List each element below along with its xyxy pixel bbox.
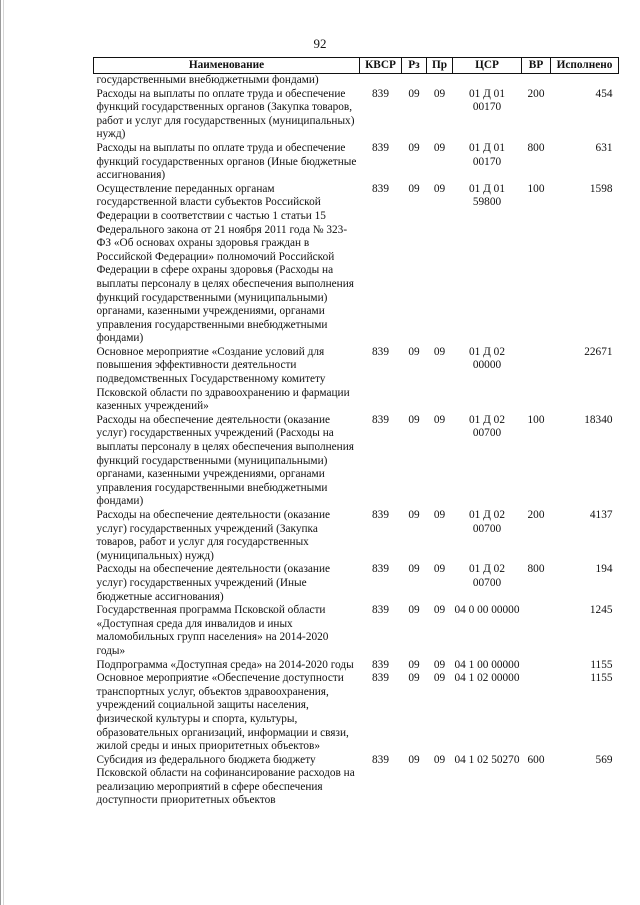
row-name: Расходы на обеспечение деятельности (оказание услуг) государственных учреждений (Иные бюджетные ассигнования) xyxy=(96,563,331,603)
row-kvsr xyxy=(360,74,402,88)
row-rz: 09 xyxy=(408,345,420,358)
table-header-row xyxy=(94,58,619,74)
row-rz: 09 xyxy=(408,413,420,426)
row-kvsr: 839 xyxy=(372,672,389,685)
row-rz: 09 xyxy=(408,563,420,576)
row-executed: 4137 xyxy=(589,509,613,521)
row-vr: 200 xyxy=(527,509,545,521)
row-name: Расходы на выплаты по оплате труда и обеспечение функций государственных органов (Иные бюджетные ассигнования) xyxy=(96,141,357,182)
scan-edge xyxy=(0,0,1,905)
header-rz: Рз xyxy=(402,58,427,74)
row-rz: 09 xyxy=(408,672,420,685)
row-csr: 04 1 02 50270 xyxy=(454,753,520,766)
table-row xyxy=(94,672,619,754)
row-executed: 631 xyxy=(595,141,613,154)
row-rz: 09 xyxy=(408,87,420,100)
row-pr: 09 xyxy=(433,509,446,521)
row-name: Подпрограмма «Доступная среда» на 2014-2020 годы xyxy=(96,658,354,671)
table-row xyxy=(94,414,619,509)
row-vr: 200 xyxy=(527,87,545,100)
row-csr: 01 Д 02 00700 xyxy=(469,413,505,440)
row-executed: 18340 xyxy=(584,413,613,426)
row-kvsr: 839 xyxy=(372,413,389,426)
row-csr: 01 Д 01 00170 xyxy=(469,141,505,168)
row-pr: 09 xyxy=(433,87,446,100)
row-rz: 09 xyxy=(408,753,420,766)
row-vr: 600 xyxy=(527,753,545,766)
row-executed: 22671 xyxy=(584,345,613,358)
row-executed: 194 xyxy=(595,563,613,576)
table-row xyxy=(94,563,619,604)
row-executed: 1598 xyxy=(589,182,613,195)
page-number: 92 xyxy=(313,36,327,51)
row-executed xyxy=(551,74,619,88)
table-row xyxy=(94,183,619,346)
row-vr: 100 xyxy=(527,413,545,426)
row-kvsr: 839 xyxy=(372,345,389,358)
row-kvsr: 839 xyxy=(372,753,389,766)
header-vr: ВР xyxy=(522,58,551,74)
row-pr: 09 xyxy=(433,141,446,154)
row-pr: 09 xyxy=(433,345,446,358)
row-csr: 01 Д 02 00000 xyxy=(469,345,505,372)
row-csr xyxy=(453,74,522,88)
row-csr: 04 1 00 00000 xyxy=(454,658,520,671)
row-name: Расходы на обеспечение деятельности (оказание услуг) государственных учреждений (Закупка товаров, работ и услуг для государственных (муниципальных) нужд) xyxy=(96,509,331,562)
row-executed: 569 xyxy=(595,753,613,766)
row-executed: 1245 xyxy=(589,604,613,617)
row-kvsr: 839 xyxy=(372,141,389,154)
row-rz: 09 xyxy=(408,141,420,154)
table-row xyxy=(94,88,619,142)
row-executed: 1155 xyxy=(590,672,613,685)
header-executed: Исполнено xyxy=(551,58,619,74)
row-vr: 100 xyxy=(527,182,545,195)
row-vr xyxy=(522,74,551,88)
header-kvsr: КВСР xyxy=(360,58,402,74)
header-csr: ЦСР xyxy=(453,58,522,74)
table-row xyxy=(94,346,619,414)
row-rz: 09 xyxy=(408,658,420,671)
row-pr: 09 xyxy=(433,672,446,685)
row-kvsr: 839 xyxy=(372,87,389,100)
row-vr xyxy=(522,604,551,658)
row-csr: 01 Д 01 00170 xyxy=(469,87,505,114)
table-row xyxy=(94,509,619,563)
row-csr: 01 Д 02 00700 xyxy=(469,509,505,535)
table-row xyxy=(94,659,619,673)
row-kvsr: 839 xyxy=(372,563,389,576)
row-pr: 09 xyxy=(433,563,446,576)
row-name: Расходы на обеспечение деятельности (оказание услуг) государственных учреждений (Расходы на выплаты персоналу в целях обеспечения выполнения функций государственными (муниципальными) органами, казенными учреждениями, органами управления государственными внебюджетными фондами) xyxy=(96,413,354,508)
row-vr: 800 xyxy=(527,563,545,576)
row-kvsr: 839 xyxy=(372,182,389,195)
row-pr: 09 xyxy=(433,182,446,195)
row-name: Расходы на выплаты по оплате труда и обеспечение функций государственных органов (Закупка товаров, работ и услуг для государственных (муниципальных) нужд) xyxy=(96,87,355,141)
row-name: Основное мероприятие «Обеспечение доступности транспортных услуг, объектов здравоохранения, учреждений социальной защиты населения, физической культуры и спорта, культуры, образовательных организаций, информации и связи, жилой среды и иных приоритетных объектов» xyxy=(96,672,349,753)
header-name: Наименование xyxy=(94,58,360,74)
row-kvsr: 839 xyxy=(372,658,389,671)
row-kvsr: 839 xyxy=(372,604,389,617)
row-executed: 454 xyxy=(595,87,613,100)
row-rz: 09 xyxy=(408,182,420,195)
row-rz xyxy=(402,74,427,88)
row-csr: 01 Д 01 59800 xyxy=(469,182,505,209)
row-pr: 09 xyxy=(433,413,446,426)
row-csr: 04 1 02 00000 xyxy=(454,672,520,685)
table-row xyxy=(94,604,619,658)
row-pr: 09 xyxy=(433,753,446,766)
row-pr: 09 xyxy=(433,658,446,671)
row-vr xyxy=(522,659,551,673)
row-executed: 1155 xyxy=(590,658,613,671)
row-name: Субсидия из федерального бюджета бюджету Псковской области на софинансирование расходов на реализацию мероприятий в сфере обеспечения доступности приоритетных объектов xyxy=(96,753,355,807)
row-name: государственными внебюджетными фондами) xyxy=(96,74,319,86)
table-row xyxy=(94,142,619,183)
row-kvsr: 839 xyxy=(372,509,389,521)
row-vr xyxy=(522,346,551,414)
row-rz: 09 xyxy=(408,604,420,617)
header-pr: Пр xyxy=(427,58,453,74)
table-row xyxy=(94,74,619,88)
row-pr xyxy=(427,74,453,88)
row-vr xyxy=(522,672,551,754)
row-name: Государственная программа Псковской области «Доступная среда для инвалидов и иных маломобильных групп населения» на 2014-2020 годы» xyxy=(96,604,329,657)
row-rz: 09 xyxy=(408,509,420,521)
row-name: Основное мероприятие «Создание условий для повышения эффективности деятельности подведомственных Государственному комитету Псковской области по здравоохранению и фармации казенных учреждений» xyxy=(96,345,350,413)
row-csr: 04 0 00 00000 xyxy=(454,604,520,617)
budget-table xyxy=(93,57,619,808)
table-row xyxy=(94,754,619,808)
row-csr: 01 Д 02 00700 xyxy=(469,563,505,589)
row-name: Осуществление переданных органам государственной власти субъектов Российской Федерации в соответствии с частью 1 статьи 15 Федерального закона от 21 ноября 2011 года № 323-ФЗ «Об основах охраны здоровья граждан в Российской Федерации» полномочий Российской Федерации в сфере охраны здоровья (Расходы на выплаты персоналу в целях обеспечения выполнения функций государственными (муниципальными) органами, казенными учреждениями, органами управления государственными внебюджетными фондами) xyxy=(96,182,354,345)
scan-edge xyxy=(3,0,4,905)
row-pr: 09 xyxy=(433,604,446,617)
row-vr: 800 xyxy=(527,141,545,154)
